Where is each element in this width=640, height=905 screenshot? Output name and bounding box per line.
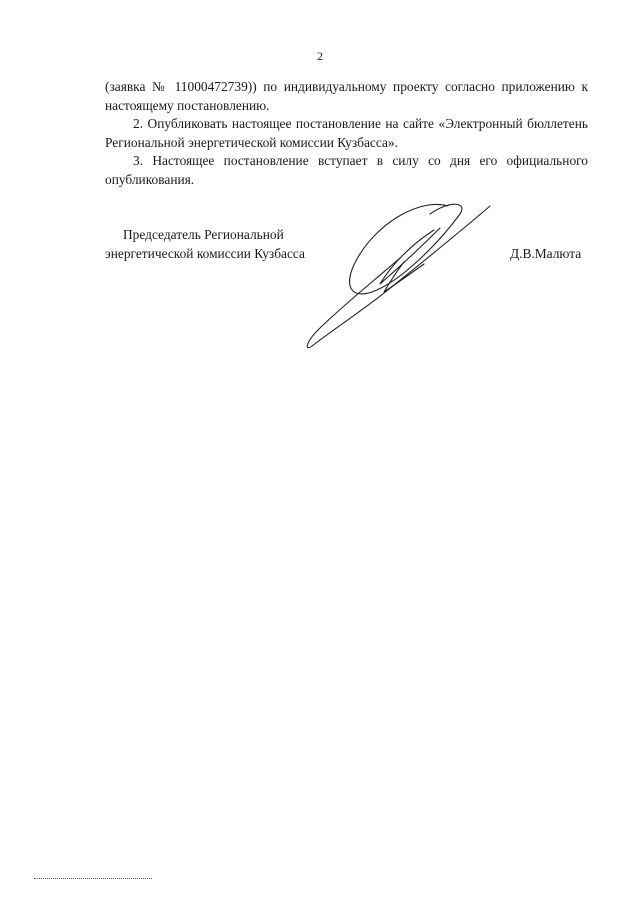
handwritten-signature	[300, 192, 495, 357]
body-text	[105, 78, 588, 189]
signatory-title-line2: энергетической комиссии Кузбасса	[105, 245, 305, 261]
page-number: 2	[317, 49, 323, 63]
signatory-name: Д.В.Малюта	[510, 246, 582, 261]
signature-stroke-inner	[380, 228, 440, 284]
signature-stroke-loop	[350, 204, 462, 294]
paragraph-1: (заявка № 11000472739)) по индивидуальному проекту согласно приложению к настоящему постановлению.	[105, 79, 588, 113]
paragraph-2: 2. Опубликовать настоящее постановление на сайте «Электронный бюллетень Региональной энергетической комиссии Кузбасса».	[105, 116, 588, 150]
paragraph-3: 3. Настоящее постановление вступает в силу со дня его официального опубликования.	[105, 153, 588, 187]
signatory-title	[105, 226, 305, 263]
footer-dotted-line	[34, 878, 152, 879]
signatory-title-line1: Председатель Региональной	[123, 227, 284, 242]
